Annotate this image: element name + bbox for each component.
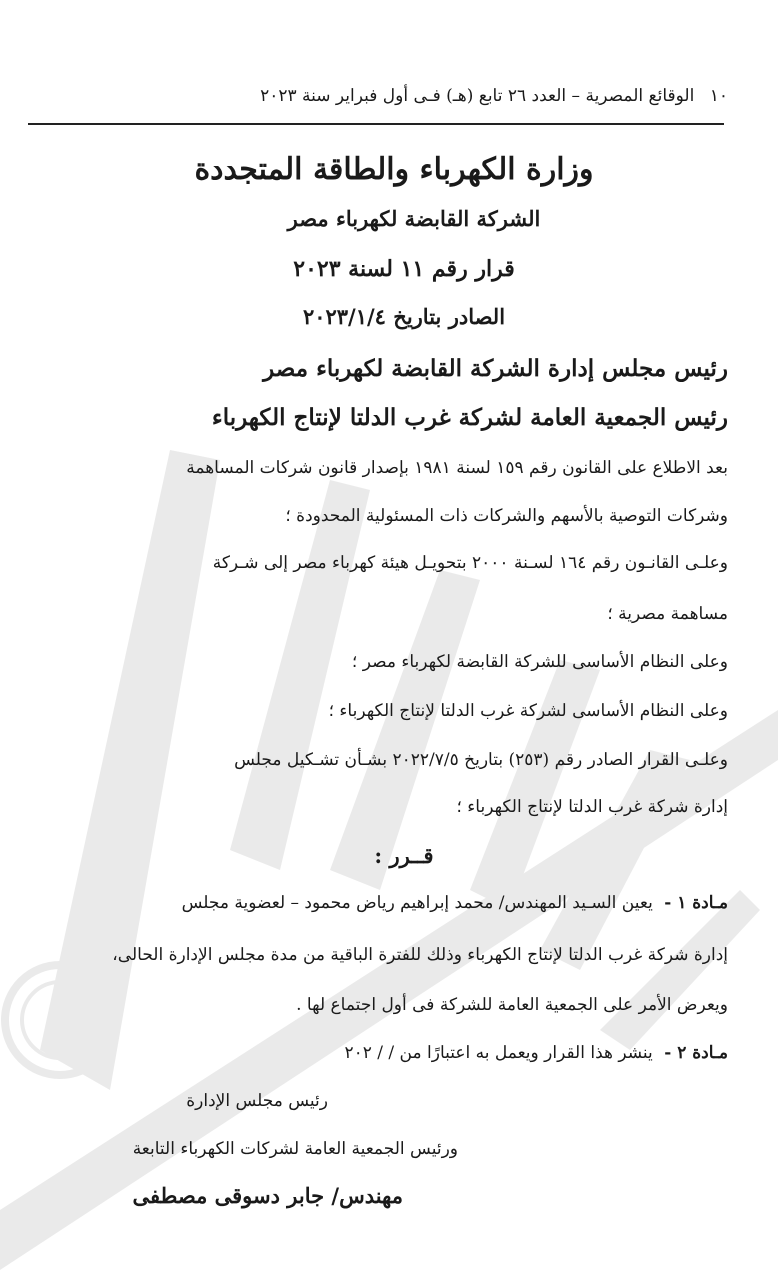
article-1-line-1 (182, 893, 728, 913)
publication-title: الوقائع المصرية – العدد ٢٦ تابع (هـ) فـى أول فبراير سنة ٢٠٢٣ (260, 86, 695, 106)
decree-heading: قــرر : (374, 843, 434, 868)
article-1-line-3: ويعرض الأمر على الجمعية العامة للشركة فى أول اجتماع لها . (296, 995, 728, 1015)
preamble-line-2: وشركات التوصية بالأسهم والشركات ذات المسئولية المحدودة ؛ (285, 506, 728, 526)
preamble-line-7: وعلـى القرار الصادر رقم (٢٥٣) بتاريخ ٢٠٢٢/٧/٥ بشـأن تشـكيل مجلس (234, 750, 728, 770)
preamble-line-8: إدارة شركة غرب الدلتا لإنتاج الكهرباء ؛ (456, 797, 728, 817)
signature-title-2: ورئيس الجمعية العامة لشركات الكهرباء التابعة (132, 1139, 458, 1159)
preamble-line-1: بعد الاطلاع على القانون رقم ١٥٩ لسنة ١٩٨١ بإصدار قانون شركات المساهمة (186, 458, 728, 478)
issuer-title-2: رئيس الجمعية العامة لشركة غرب الدلتا لإنتاج الكهرباء (211, 404, 728, 431)
signature-title-1: رئيس مجلس الإدارة (186, 1091, 328, 1111)
preamble-line-6: وعلى النظام الأساسى لشركة غرب الدلتا لإنتاج الكهرباء ؛ (328, 701, 728, 721)
issuer-title-1: رئيس مجلس إدارة الشركة القابضة لكهرباء مصر (263, 355, 728, 382)
preamble-line-3: وعلـى القانـون رقم ١٦٤ لسـنة ٢٠٠٠ بتحويـل هيئة كهرباء مصر إلى شـركة (212, 553, 728, 573)
article-2-label: مـادة ٢ - (664, 1043, 728, 1063)
article-2-text: ينشر هذا القرار ويعمل به اعتبارًا من / / ٢٠٢ (344, 1043, 653, 1063)
preamble-line-5: وعلى النظام الأساسى للشركة القابضة لكهرباء مصر ؛ (351, 652, 728, 672)
ministry-title: وزارة الكهرباء والطاقة المتجددة (194, 152, 594, 187)
decision-number: قرار رقم ١١ لسنة ٢٠٢٣ (293, 256, 515, 282)
article-2 (344, 1043, 728, 1063)
article-1-text: يعين السـيد المهندس/ محمد إبراهيم رياض محمود – لعضوية مجلس (181, 893, 653, 913)
page-header (30, 86, 728, 106)
issue-date: الصادر بتاريخ ٢٠٢٣/١/٤ (302, 304, 506, 329)
preamble-line-4: مساهمة مصرية ؛ (607, 604, 728, 624)
article-1-line-2: إدارة شركة غرب الدلتا لإنتاج الكهرباء وذلك للفترة الباقية من مدة مجلس الإدارة الحالى، (112, 945, 728, 965)
header-divider (28, 123, 724, 125)
article-1-label: مـادة ١ - (664, 893, 728, 913)
page-number: ١٠ (709, 86, 728, 106)
signatory-name: مهندس/ جابر دسوقى مصطفى (132, 1183, 403, 1208)
company-title: الشركة القابضة لكهرباء مصر (287, 206, 541, 231)
